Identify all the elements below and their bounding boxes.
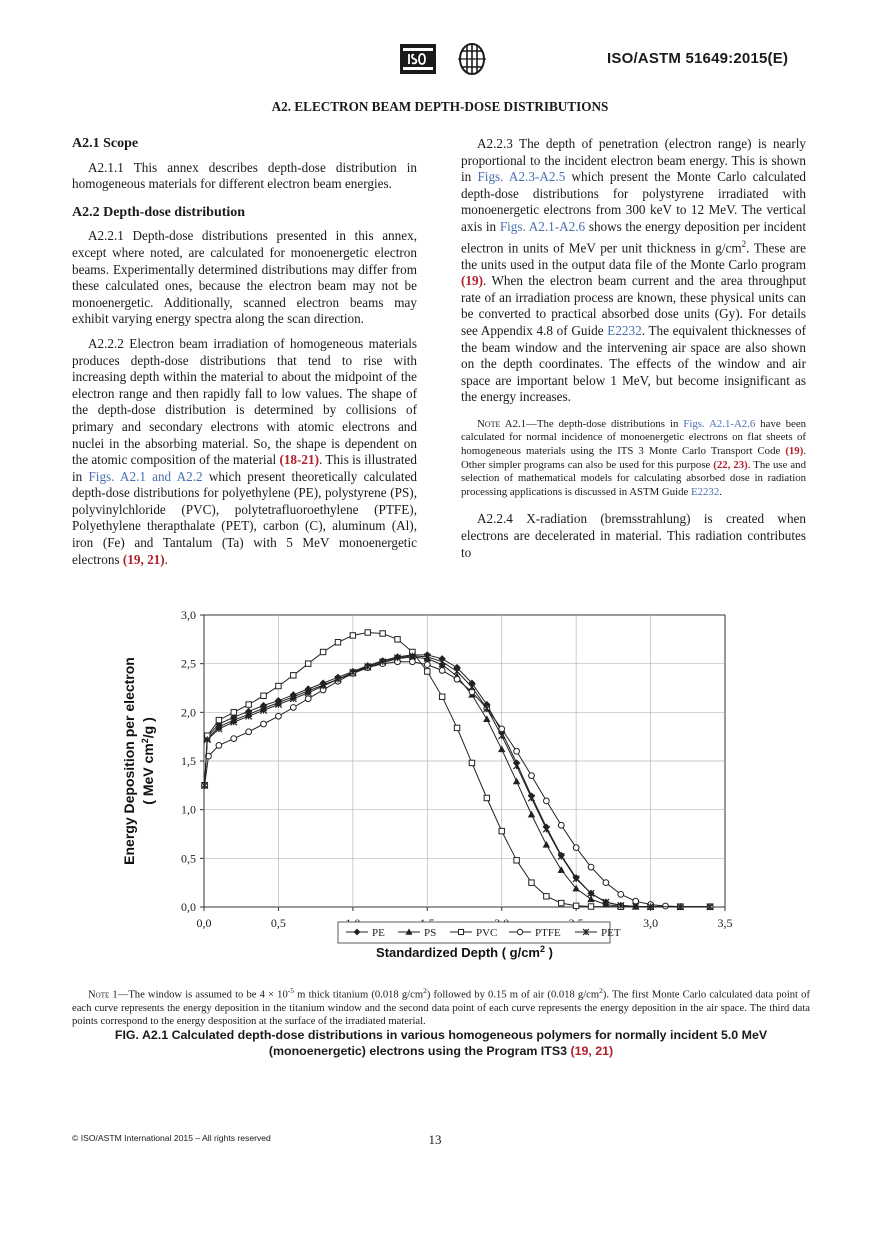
chart-svg bbox=[110, 605, 760, 960]
page-header bbox=[0, 0, 880, 80]
standard-number: ISO/ASTM 51649:2015(E) bbox=[607, 50, 789, 67]
data-point-pvc bbox=[559, 900, 564, 905]
data-point-pvc bbox=[261, 693, 266, 698]
y-tick-label: 3,0 bbox=[181, 608, 196, 622]
data-point-ptfe bbox=[276, 713, 282, 719]
data-point-pvc bbox=[276, 683, 281, 688]
data-point-ptfe bbox=[305, 696, 311, 702]
y-tick-label: 2,5 bbox=[181, 656, 196, 671]
data-point-ptfe bbox=[543, 798, 549, 804]
data-point-pvc bbox=[499, 828, 504, 833]
data-point-ptfe bbox=[216, 743, 222, 749]
data-point-pvc bbox=[573, 903, 578, 908]
y-axis-unit-label: ( MeV $cm^2/g$ ) bbox=[140, 717, 156, 805]
data-point-ptfe bbox=[603, 880, 609, 886]
data-point-pvc bbox=[484, 795, 489, 800]
data-point-pvc bbox=[425, 669, 430, 674]
figure-link[interactable]: Figs. A2.1-A2.6 bbox=[683, 417, 756, 430]
data-point-ptfe bbox=[231, 736, 237, 742]
chart-note: Note 1—The window is assumed to be $4 \times 10^{-5}$ m thick titanium (0.018 $g/cm^2$) followed by 0.15 m of air (0.018 $g/cm^2$). The first Monte Carlo calculated data point of each curve represents the energy deposition in the titanium window and the second data point of each curve represents the energy deposition in the air space. The third data points correspond to the energy desposition at the surface of the irradiated material. bbox=[72, 986, 810, 1027]
depth-dose-chart bbox=[110, 605, 760, 960]
page-number: 13 bbox=[428, 1132, 442, 1147]
reference-link[interactable]: (22, 23) bbox=[713, 458, 748, 471]
data-point-pvc bbox=[365, 630, 370, 635]
reference-link[interactable]: (19) bbox=[461, 273, 483, 289]
data-point-pvc bbox=[439, 694, 444, 699]
data-point-pvc bbox=[454, 725, 459, 730]
y-tick-label: 2,0 bbox=[181, 705, 196, 720]
data-point-pvc bbox=[320, 649, 325, 654]
data-point-ptfe bbox=[454, 676, 460, 682]
reference-link[interactable]: (19) bbox=[785, 445, 804, 458]
data-point-pvc bbox=[350, 633, 355, 638]
data-point-ptfe bbox=[618, 891, 624, 897]
reference-link[interactable]: (18-21) bbox=[279, 452, 319, 468]
right-column bbox=[461, 136, 806, 569]
data-point-pvc bbox=[305, 661, 310, 666]
data-point-ptfe bbox=[573, 845, 579, 851]
data-point-pvc bbox=[529, 880, 534, 885]
y-tick-label: 1,5 bbox=[181, 754, 196, 768]
legend-label-pe: PE bbox=[372, 927, 385, 939]
data-point-pvc bbox=[380, 631, 385, 636]
data-point-pvc bbox=[395, 637, 400, 642]
legend-marker-pvc bbox=[458, 929, 463, 934]
copyright: © ISO/ASTM International 2015 – All rights reserved bbox=[72, 1133, 271, 1143]
data-point-pvc bbox=[246, 702, 251, 707]
figure-link[interactable]: Figs. A2.1-A2.6 bbox=[499, 218, 586, 234]
x-tick-label: 3,5 bbox=[717, 916, 733, 930]
x-tick-label: 3,0 bbox=[643, 916, 659, 930]
figure-caption: FIG. A2.1 Calculated depth-dose distributions in various homogeneous polymers for normally incident 5.0 MeV (monoenergetic) electrons using the Program ITS3 (19, 21) bbox=[114, 1028, 768, 1058]
y-axis-label: Energy Deposition per electron bbox=[121, 657, 137, 865]
figure-link[interactable]: Figs. A2.3-A2.5 bbox=[477, 169, 566, 185]
reference-link[interactable]: (19, 21) bbox=[122, 551, 165, 567]
data-point-ptfe bbox=[261, 721, 267, 727]
data-point-ptfe bbox=[514, 748, 520, 754]
heading-depth-dose: A2.2 Depth-dose distribution bbox=[72, 204, 246, 220]
legend-marker-ptfe bbox=[517, 929, 522, 934]
data-point-pvc bbox=[335, 640, 340, 645]
data-point-ptfe bbox=[588, 864, 594, 870]
figure-link[interactable]: Figs. A2.1 and A2.2 bbox=[88, 468, 203, 484]
data-point-ptfe bbox=[633, 898, 639, 904]
note-a2-1: Note A2.1—The depth-dose distributions in Figs. A2.1-A2.6 have been calculated for normal incidence of monoenergetic electrons on flat sheets of homogeneous materials using the ITS 3 Monte Carlo Transport Code (19). Other simpler programs can also be used for this purpose (22, 23). The use and selection of mathematical models for calculating absorbed dose in radiation processing applications is discussed in ASTM Guide E2232. bbox=[461, 417, 807, 498]
data-point-ptfe bbox=[424, 662, 430, 668]
data-point-pvc bbox=[544, 894, 549, 899]
y-tick-label: 0,5 bbox=[181, 851, 196, 866]
paragraph-a2-2-4: A2.2.4 X-radiation (bremsstrahlung) is created when electrons are decelerated in material. This radiation contributes to bbox=[461, 511, 806, 560]
data-point-ptfe bbox=[410, 659, 416, 665]
data-point-ptfe bbox=[246, 729, 252, 735]
legend-label-pet: PET bbox=[601, 927, 621, 939]
data-point-ptfe bbox=[663, 903, 669, 909]
section-title: A2. ELECTRON BEAM DEPTH-DOSE DISTRIBUTIONS bbox=[271, 99, 609, 114]
data-point-pvc bbox=[469, 760, 474, 765]
paragraph-a2-2-2: A2.2.2 Electron beam irradiation of homogeneous materials produces depth-dose distributions that tend to rise with increasing depth within the material to about the midpoint of the electron range and then rapidly fall to low values. The shape of the depth-dose distribution is determined by collisions of primary and secondary electrons with atomic electrons and nuclei in the absorbing material. So, the shape is dependent on the atomic composition of the material (18-21). This is illustrated in Figs. A2.1 and A2.2 which present theoretically calculated depth-dose distributions for polyethylene (PE), polystyrene (PS), polyvinylchloride (PVC), polytetrafluoroethylene (PTFE), Polyethylene therapthalate (PET), carbon (C), aluminum (Al), iron (Fe) and Tantalum (Ta) with 5 MeV monoenergetic electrons (19, 21). bbox=[72, 335, 418, 567]
data-point-ptfe bbox=[558, 822, 564, 828]
astm-logo-icon bbox=[452, 42, 492, 76]
x-axis-label: Standardized Depth ( $g/cm^2$ ) bbox=[376, 944, 553, 960]
data-point-pvc bbox=[231, 710, 236, 715]
data-point-pvc bbox=[514, 858, 519, 863]
legend-label-ptfe: PTFE bbox=[535, 927, 561, 939]
paragraph-a2-2-3: A2.2.3 The depth of penetration (electron range) is nearly proportional to the incident electron beam energy. This is shown in Figs. A2.3-A2.5 which present the Monte Carlo calculated depth-dose distributions for polystyrene irradiated with monoenergetic electrons from 300 keV to 12 MeV. The vertical axis in Figs. A2.1-A2.6 shows the energy deposition per incident electron in units of MeV per unit thickness in $g/cm^2$. These are the units used in the output data file of the Monte Carlo program (19). When the electron beam current and the area throughput rate of an irradiation process are known, these physical units can be converted to practical absorbed dose units (Gy). For details see Appendix 4.8 of Guide E2232. The equivalent thicknesses of the beam window and the intervening air space are also shown on the depth coordinates. The effects of the window and air space are important below 1 MeV, but become insignificant as the energy increases. bbox=[461, 136, 807, 405]
data-point-ptfe bbox=[290, 705, 296, 711]
iso-logo-icon bbox=[400, 44, 436, 74]
data-point-ptfe bbox=[499, 726, 505, 732]
reference-link[interactable]: (19, 21) bbox=[570, 1044, 614, 1058]
guide-link[interactable]: E2232 bbox=[691, 485, 720, 498]
legend-label-ps: PS bbox=[424, 927, 437, 939]
legend-label-pvc: PVC bbox=[476, 927, 498, 939]
data-point-ptfe bbox=[439, 668, 445, 674]
paragraph-a2-1-1: A2.1.1 This annex describes depth-dose distribution in homogeneous materials for different electron beam energies. bbox=[72, 159, 417, 192]
data-point-pvc bbox=[216, 717, 221, 722]
paragraph-a2-2-1: A2.2.1 Depth-dose distributions presented in this annex, except where noted, are calculated for monoenergetic electron beams. Experimentally determined distributions may differ from these calculated ones, because the electron beam may not be monoenergetic. Additionally, scanned electron beams may exhibit varying energy spectra along the scan direction. bbox=[72, 228, 417, 327]
x-tick-label: 0,0 bbox=[196, 916, 212, 930]
x-tick-label: 0,5 bbox=[270, 916, 286, 930]
data-point-pvc bbox=[291, 673, 296, 678]
data-point-ptfe bbox=[529, 773, 535, 779]
heading-scope: A2.1 Scope bbox=[72, 136, 139, 151]
data-point-pvc bbox=[588, 904, 593, 909]
left-column bbox=[72, 136, 417, 576]
y-tick-label: 0,0 bbox=[181, 900, 196, 914]
guide-link[interactable]: E2232 bbox=[607, 322, 642, 338]
y-tick-label: 1,0 bbox=[181, 802, 196, 817]
